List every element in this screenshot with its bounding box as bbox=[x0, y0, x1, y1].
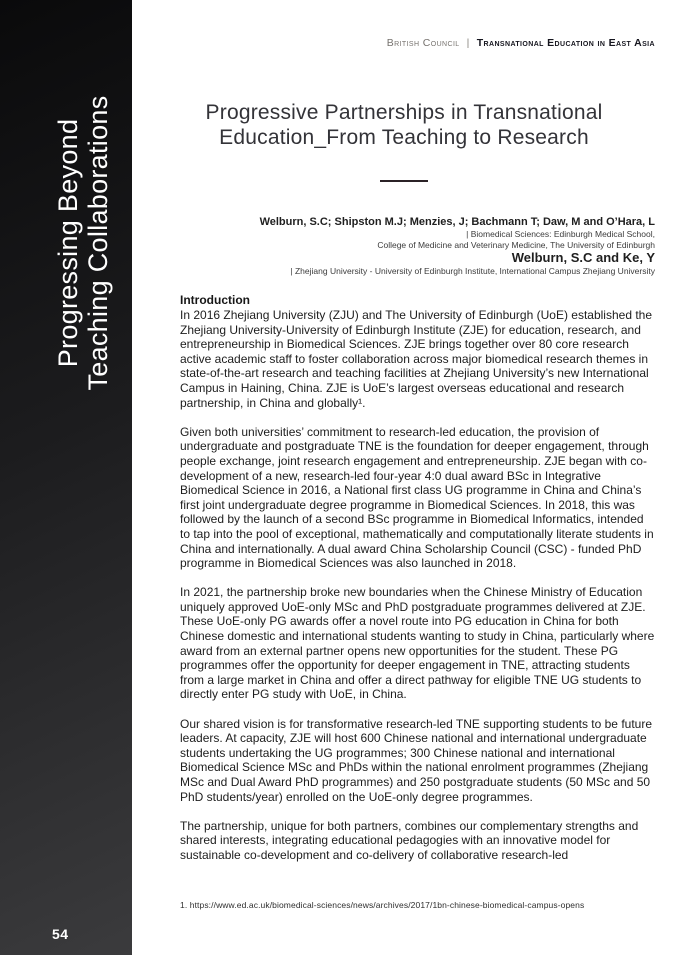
section-heading: Introduction bbox=[180, 293, 250, 307]
paragraph-5: The partnership, unique for both partners, combines our complementary strengths and shared interests, integrating educational pedagogies with an innovative model for sustainable co-development and co-delivery of collaborative research-led bbox=[180, 818, 639, 862]
article-title-line-2: Education_From Teaching to Research bbox=[219, 126, 589, 149]
chapter-sidebar bbox=[0, 0, 132, 955]
author-group-2-names: Welburn, S.C and Ke, Y bbox=[511, 250, 655, 265]
running-header bbox=[387, 37, 655, 49]
paragraph-4: Our shared vision is for transformative research-led TNE supporting students to be future leaders. At capacity, ZJE will host 600 Chinese national and international undergraduate students undertaking the UG programmes; 300 Chinese national and international Biomedical Science MSc and PhDs within the national enrolment programmes (Zhejiang MSc and Dual Award PhD programmes) and 250 postgraduate students (50 MSc and 50 PhD students/year) enrolled on the UoE-only degree programmes. bbox=[180, 716, 653, 804]
author-group-1-affiliation-1: | Biomedical Sciences: Edinburgh Medical School, bbox=[466, 229, 655, 239]
chapter-title-line-1: Progressing Beyond bbox=[53, 118, 83, 368]
brand-name: British Council bbox=[386, 37, 460, 49]
page-number: 54 bbox=[52, 926, 69, 942]
title-divider bbox=[380, 180, 428, 182]
author-group-1-affiliation-2: College of Medicine and Veterinary Medicine, The University of Edinburgh bbox=[377, 239, 655, 250]
page-content bbox=[132, 0, 676, 955]
paragraph-3: In 2021, the partnership broke new boundaries when the Chinese Ministry of Education uniquely approved UoE-only MSc and PhD postgraduate programmes delivered at ZJE. These UoE-only PG awards offer a novel route into PG education in China for both Chinese domestic and international students wanting to study in China, particularly where award from an external partner opens new opportunities for the student. These PG programmes offer the opportunity for deeper engagement in TNE, attracting students from a large market in China and offer a direct pathway for eligible TNE UG students to directly enter PG study with UoE, in China. bbox=[180, 585, 655, 702]
paragraph-2: Given both universities’ commitment to research-led education, the provision of undergraduate and postgraduate TNE is the foundation for deeper engagement, through people exchange, joint research engagement and entrepreneurship. ZJE began with co-development of a new, research-led four-year 4:0 dual award BSc in Integrative Biomedical Science in 2016, a National first class UG programme in China and China’s first joint undergraduate degree programme in Biomedical Sciences. In 2018, this was followed by the launch of a second BSc programme in Biomedical Informatics, intended to tap into the pool of exceptional, mathematically and computationally literate students in China and internationally. A dual award China Scholarship Council (CSC) - funded PhD programme in Biomedical Sciences was also launched in 2018. bbox=[180, 424, 654, 571]
article-title bbox=[132, 100, 676, 150]
authors-block bbox=[155, 216, 655, 277]
chapter-title-line-2: Teaching Collaborations bbox=[83, 95, 113, 391]
footnote: 1. https://www.ed.ac.uk/biomedical-sciences/news/archives/2017/1bn-chinese-biomedical-campus-opens bbox=[180, 900, 585, 910]
series-title: Transnational Education in East Asia bbox=[476, 37, 655, 49]
article-title-line-1: Progressive Partnerships in Transnational bbox=[205, 101, 603, 124]
author-group-1-names: Welburn, S.C; Shipston M.J; Menzies, J; Bachmann T; Daw, M and O’Hara, L bbox=[259, 216, 655, 228]
header-separator: | bbox=[466, 37, 470, 49]
chapter-title-vertical bbox=[53, 83, 115, 403]
author-group-2-affiliation-1: | Zhejiang University - University of Edinburgh Institute, International Campus Zhejiang University bbox=[290, 266, 655, 276]
paragraph-1: In 2016 Zhejiang University (ZJU) and The University of Edinburgh (UoE) established the Zhejiang University-University of Edinburgh Institute (ZJE) for education, research, and entrepreneurship in Biomedical Sciences. ZJE brings together over 80 core research active academic staff to foster collaboration across major biomedical research themes in state-of-the-art research and teaching facilities at Zhejiang University’s new International Campus in Haining, China. ZJE is UoE’s largest overseas educational and research partnership, in China and globally¹. bbox=[180, 308, 653, 410]
article-body bbox=[180, 293, 656, 877]
